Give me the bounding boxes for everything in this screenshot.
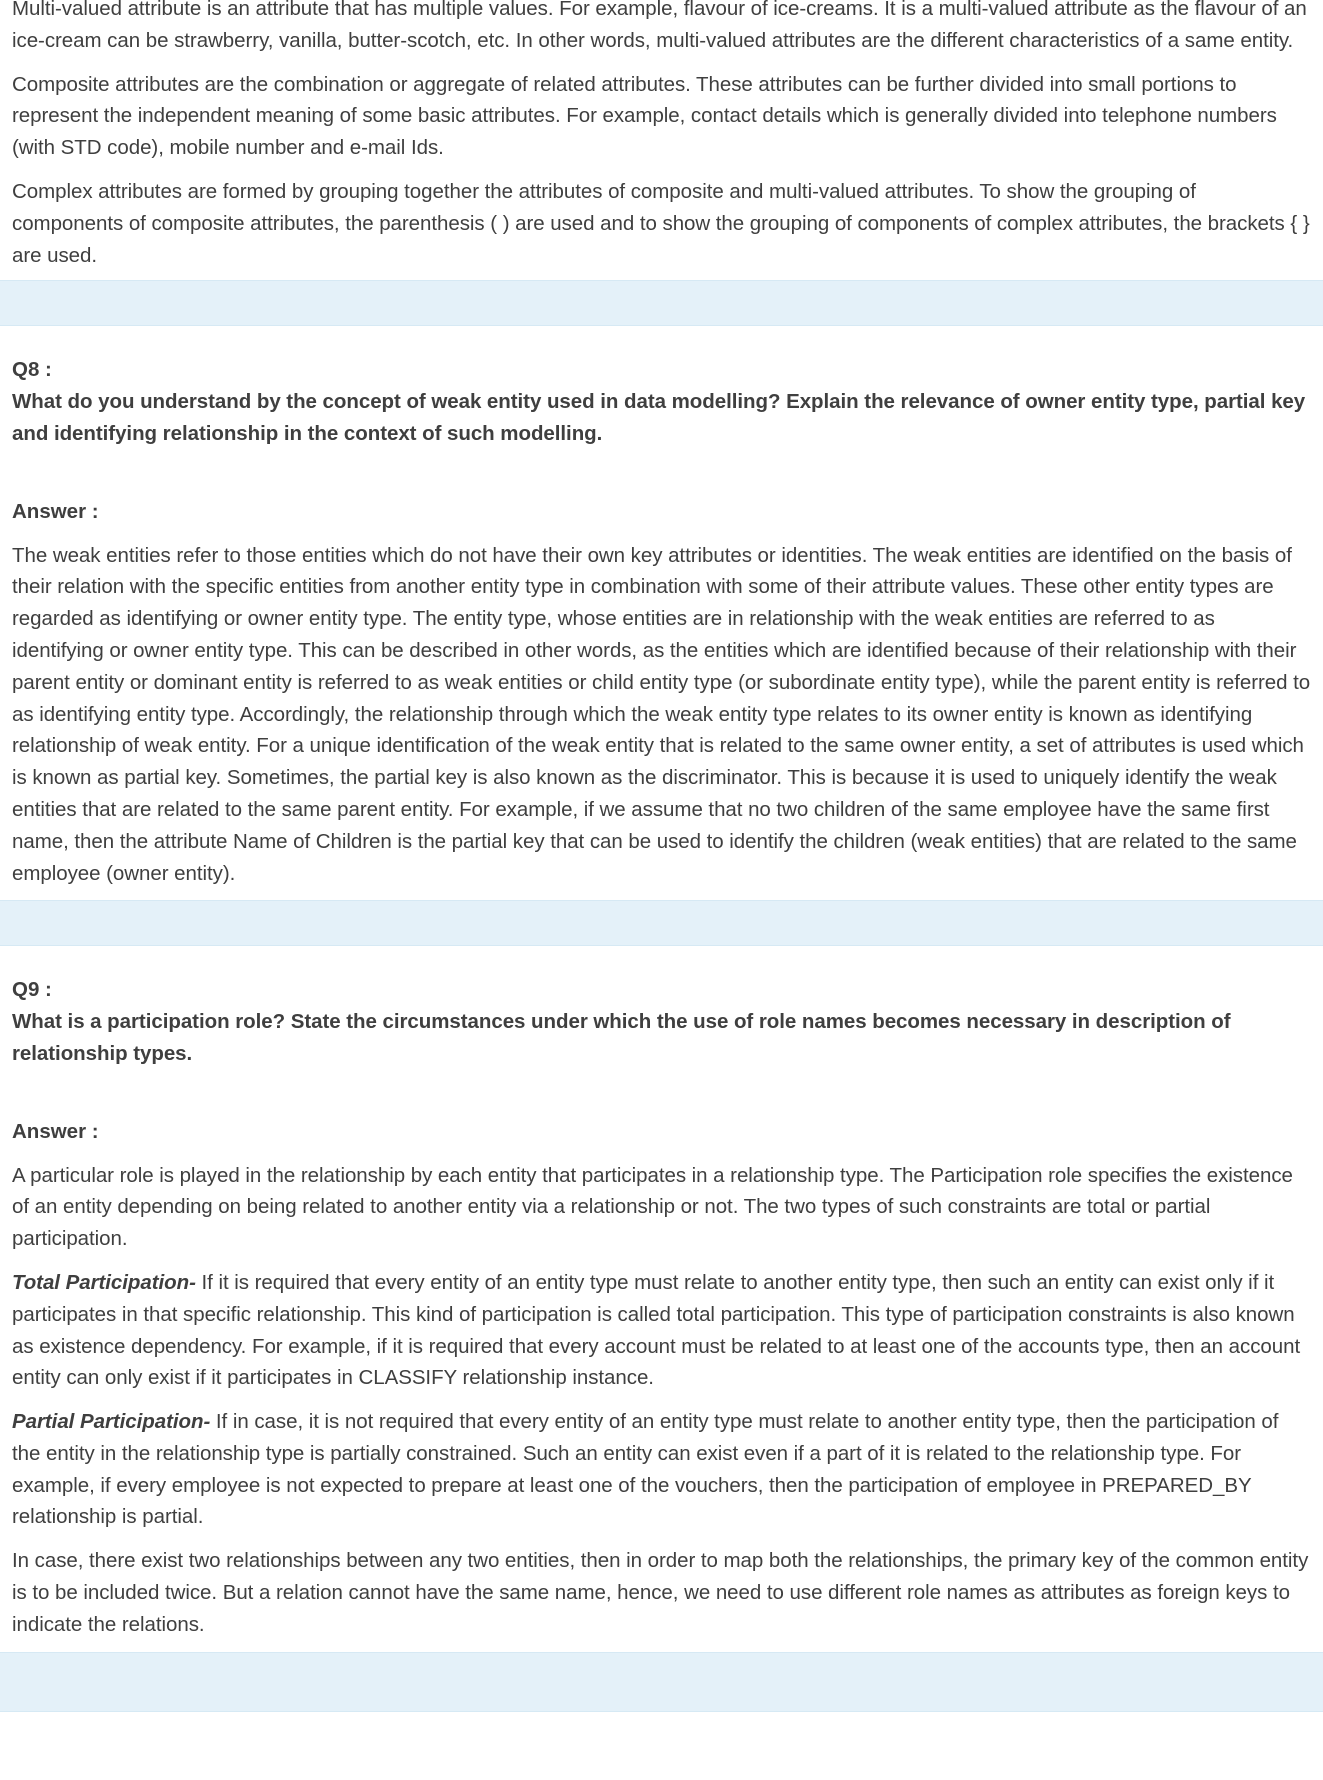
question-number: Q8 : xyxy=(12,358,52,382)
question-text: What is a participation role? State the circumstances under which the use of role names becomes necessary in description of relationship types. xyxy=(12,1010,1231,1065)
total-participation-paragraph xyxy=(12,1267,1311,1394)
question-number: Q9 : xyxy=(12,978,52,1002)
partial-participation-paragraph xyxy=(12,1406,1311,1533)
multi-valued-paragraph: Multi-valued attribute is an attribute that has multiple values. For example, flavour of ice-creams. It is a multi-valued attribute as the flavour of an ice-cream can be strawberry, vanilla, butter-scotch, etc. In other words, multi-valued attributes are the different characteristics of a same entity. xyxy=(12,0,1307,52)
section-divider xyxy=(0,280,1323,326)
total-participation-term: Total Participation- xyxy=(12,1270,196,1294)
role-names-paragraph: In case, there exist two relationships between any two entities, then in order to map both the relationships, the primary key of the common entity is to be included twice. But a relation cannot have the same name, hence, we need to use different role names as attributes as foreign keys to indicate the relations. xyxy=(12,1549,1309,1636)
q8-section xyxy=(0,354,1323,889)
section-divider xyxy=(0,1652,1323,1712)
answer-text: The weak entities refer to those entities which do not have their own key attributes or identities. The weak entities are identified on the basis of their relation with the specific entities from another entity type in combination with some of their attribute values. These other entity types are regarded as identifying or owner entity type. The entity type, whose entities are in relationship with the weak entities are referred to as identifying or owner entity type. This can be described in other words, as the entities which are identified because of their relationship with their parent entity or dominant entity is referred to as weak entities or child entity type (or subordinate entity type), while the parent entity is referred to as identifying entity type. Accordingly, the relationship through which the weak entity type relates to its owner entity is known as identifying relationship of weak entity. For a unique identification of the weak entity that is related to the same owner entity, a set of attributes is used which is known as partial key. Sometimes, the partial key is also known as the discriminator. This is because it is used to uniquely identify the weak entities that are related to the same parent entity. For example, if we assume that no two children of the same employee have the same first name, then the attribute Name of Children is the partial key that can be used to identify the children (weak entities) that are related to the same employee (owner entity). xyxy=(12,543,1311,885)
answer-intro-paragraph: A particular role is played in the relationship by each entity that participates in a relationship type. The Participation role specifies the existence of an entity depending on being related to another entity via a relationship or not. The two types of such constraints are total or partial participation. xyxy=(12,1163,1293,1251)
intro-section xyxy=(0,0,1323,271)
answer-label: Answer : xyxy=(12,499,99,523)
section-divider xyxy=(0,900,1323,946)
partial-participation-term: Partial Participation- xyxy=(12,1410,211,1434)
complex-paragraph: Complex attributes are formed by grouping together the attributes of composite and multi-valued attributes. To show the grouping of components of composite attributes, the parenthesis ( ) are used and to show the grouping of components of complex attributes, the brackets { } are used. xyxy=(12,179,1310,267)
answer-label: Answer : xyxy=(12,1119,99,1143)
q9-section xyxy=(0,974,1323,1640)
partial-participation-text: If in case, it is not required that every entity of an entity type must relate to another entity type, then the participation of the entity in the relationship type is partially constrained. Such an entity can exist even if a part of it is related to the relationship type. For example, if every employee is not expected to prepare at least one of the vouchers, then the participation of employee in PREPARED_BY relationship is partial. xyxy=(12,1410,1279,1529)
composite-paragraph: Composite attributes are the combination or aggregate of related attributes. These attributes can be further divided into small portions to represent the independent meaning of some basic attributes. For example, contact details which is generally divided into telephone numbers (with STD code), mobile number and e-mail Ids. xyxy=(12,72,1277,160)
question-text: What do you understand by the concept of weak entity used in data modelling? Explain the relevance of owner entity type, partial key and identifying relationship in the context of such modelling. xyxy=(12,390,1306,445)
total-participation-text: If it is required that every entity of an entity type must relate to another entity type, then such an entity can exist only if it participates in that specific relationship. This kind of participation is called total participation. This type of participation constraints is also known as existence dependency. For example, if it is required that every account must be related to at least one of the accounts type, then an account entity can only exist if it participates in CLASSIFY relationship instance. xyxy=(12,1270,1301,1390)
